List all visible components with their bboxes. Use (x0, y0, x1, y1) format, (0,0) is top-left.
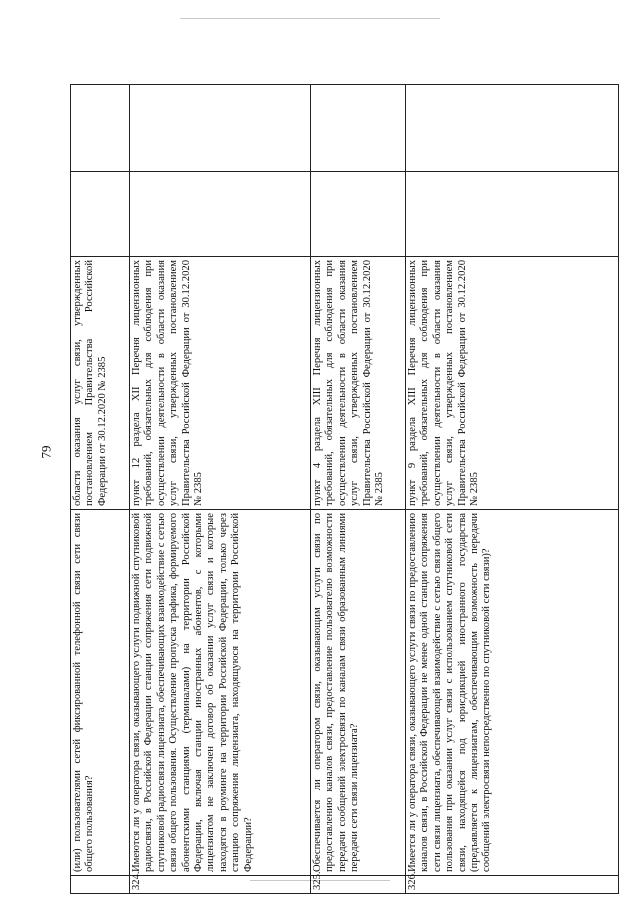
note-cell (311, 85, 406, 172)
requirements-table (70, 84, 619, 894)
note-cell (130, 85, 311, 172)
answer-cell (311, 172, 406, 257)
question-cell: Имеются ли у оператора связи, оказывающего услуги подвижной спутниковой радиосвязи, в Российской Федерации станции сопряжения сети подвижной спутниковой радиосвязи лицензиата, обеспечивающих взаимодействие с сетью связи общего пользования. Осуществление пропуска трафика, формируемого абонентскими станциями (терминалами) на территории Российской Федерации, включая станции иностранных абонентов, с которыми лицензиатом не заключен договор об оказании услуг связи и которые находятся в роуминге на территории Российской Федерации, только через станцию сопряжения лицензиата, находящуюся на территории Российской Федерации? (130, 510, 311, 876)
table-row (311, 85, 406, 894)
question-cell: Обеспечивается ли оператором связи, оказывающим услуги связи по предоставлению каналов связи, предоставление пользователю возможности передачи сообщений электросвязи по каналам связи образованным линиями передачи сети связи лицензиата? (311, 510, 406, 876)
row-number: 326. (406, 876, 619, 894)
requirement-cell: пункт 12 раздела XII Перечня лицензионных требований, обязательных для соблюдения при осуществлении деятельности в области оказания услуг связи, утвержденных постановлением Правительства Российской Федерации от 30.12.2020 № 2385 (130, 257, 311, 510)
page-number: 79 (38, 445, 54, 459)
note-cell (71, 85, 130, 172)
document-page (70, 85, 640, 894)
row-number: 324. (130, 876, 311, 894)
requirement-cell: пункт 9 раздела XIII Перечня лицензионных требований, обязательных для соблюдения при осуществлении деятельности в области оказания услуг связи, утвержденных постановлением Правительства Российской Федерации от 30.12.2020 № 2385 (406, 257, 619, 510)
table-row (71, 85, 130, 894)
answer-cell (406, 172, 619, 257)
requirement-cell: области оказания услуг связи, утвержденных постановлением Правительства Российской Федерации от 30.12.2020 № 2385 (71, 257, 130, 510)
scan-artifact-top (180, 18, 440, 19)
answer-cell (130, 172, 311, 257)
answer-cell (71, 172, 130, 257)
question-cell: (или) пользователями сетей фиксированной телефонной связи сети связи общего пользования? (71, 510, 130, 876)
requirement-cell: пункт 4 раздела XIII Перечня лицензионных требований, обязательных для соблюдения при осуществлении деятельности в области оказания услуг связи, утвержденных постановлением Правительства Российской Федерации от 30.12.2020 № 2385 (311, 257, 406, 510)
table-row (406, 85, 619, 894)
table-row (130, 85, 311, 894)
question-cell: Имеется ли у оператора связи, оказывающего услуги связи по предоставлению каналов связи, в Российской Федерации не менее одной станции сопряжения сети связи лицензиата, обеспечивающей взаимодействие с сетью связи общего пользования при оказании услуг связи с использованием спутниковой сети связи, находящейся под юрисдикцией иностранного государства (предъявляется к лицензиатам, обеспечивающим возможность передачи сообщений электросвязи непосредственно по спутниковой сети связи)? (406, 510, 619, 876)
row-number: 325. (311, 876, 406, 894)
note-cell (406, 85, 619, 172)
row-number (71, 876, 130, 894)
